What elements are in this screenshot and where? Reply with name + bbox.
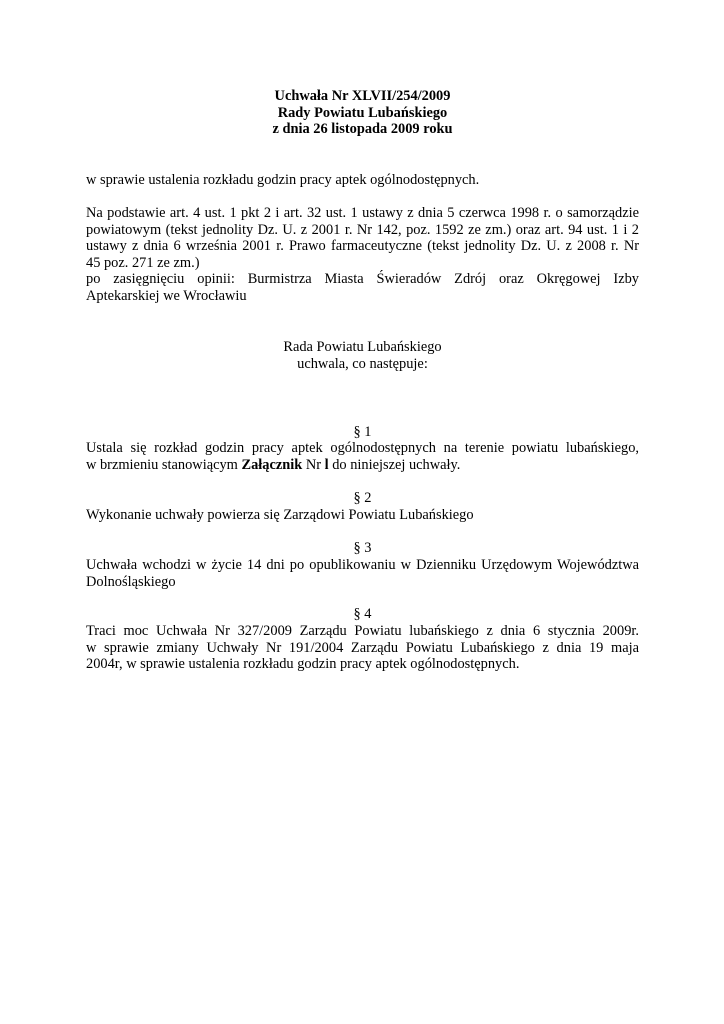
resolution-subject: w sprawie ustalenia rozkładu godzin pracy aptek ogólnodostępnych.	[86, 172, 480, 188]
council-statement	[86, 339, 639, 372]
section-3-text	[86, 557, 639, 590]
legal-basis-line: po zasięgnięciu opinii: Burmistrza Miasta Świeradów Zdrój oraz Okręgowej Izby	[86, 271, 639, 287]
section-heading: § 3	[353, 540, 372, 556]
section-1-line	[86, 457, 639, 474]
legal-basis-line: powiatowym (tekst jednolity Dz. U. z 2001 r. Nr 142, poz. 1592 ze zm.) oraz art. 94 ust. 1 i 2	[86, 221, 639, 238]
attachment-label: Załącznik	[241, 456, 303, 473]
section-4-text	[86, 623, 639, 673]
section-1-line: Ustala się rozkład godzin pracy aptek ogólnodostępnych na terenie powiatu lubańskiego,	[86, 440, 639, 456]
section-heading: § 1	[353, 424, 372, 440]
legal-basis-line: Aptekarskiej we Wrocławiu	[86, 287, 247, 304]
attachment-number: l	[324, 456, 329, 473]
legal-basis-line: ustawy z dnia 6 września 2001 r. Prawo farmaceutyczne (tekst jednolity Dz. U. z 2008 r. Nr	[86, 238, 639, 254]
resolution-header	[86, 88, 639, 138]
section-heading: § 2	[353, 490, 372, 506]
section-4-line: 2004r, w sprawie ustalenia rozkładu godzin pracy aptek ogólnodostępnych.	[86, 656, 520, 672]
section-2-text: Wykonanie uchwały powierza się Zarządowi Powiatu Lubańskiego	[86, 507, 474, 523]
resolution-date: z dnia 26 listopada 2009 roku	[272, 121, 453, 137]
section-3-line: Dolnośląskiego	[86, 573, 176, 590]
council-resolves: uchwala, co następuje:	[297, 355, 428, 372]
legal-basis-line: 45 poz. 271 ze zm.)	[86, 254, 200, 271]
section-3-line: Uchwała wchodzi w życie 14 dni po opublikowaniu w Dzienniku Urzędowym Województwa	[86, 557, 639, 573]
resolution-issuer: Rady Powiatu Lubańskiego	[277, 104, 448, 121]
council-name: Rada Powiatu Lubańskiego	[283, 339, 442, 355]
section-1-text	[86, 440, 639, 473]
resolution-number: Uchwała Nr XLVII/254/2009	[274, 88, 451, 104]
text-run: w brzmieniu stanowiącym	[86, 456, 242, 473]
text-run: Nr	[302, 456, 325, 473]
legal-basis	[86, 205, 639, 304]
legal-basis-line: Na podstawie art. 4 ust. 1 pkt 2 i art. 32 ust. 1 ustawy z dnia 5 czerwca 1998 r. o samorządzie	[86, 205, 639, 221]
text-run: do niniejszej uchwały.	[328, 456, 461, 473]
section-4-line: w sprawie zmiany Uchwały Nr 191/2004 Zarządu Powiatu Lubańskiego z dnia 19 maja	[86, 639, 639, 656]
section-heading: § 4	[353, 606, 372, 622]
section-4-line: Traci moc Uchwała Nr 327/2009 Zarządu Powiatu lubańskiego z dnia 6 stycznia 2009r.	[86, 623, 639, 639]
